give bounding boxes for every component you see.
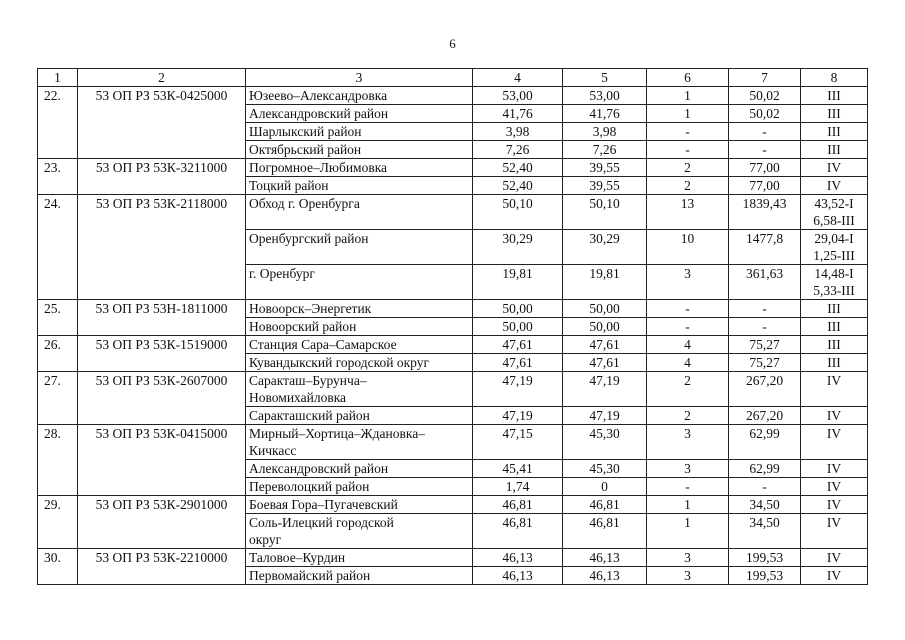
- road-name: Саракташский район: [246, 407, 473, 425]
- road-name: Александровский район: [246, 105, 473, 123]
- length-hard: 46,13: [563, 567, 647, 585]
- road-name: Новоорск–Энергетик: [246, 300, 473, 318]
- road-name: Боевая Гора–Пугачевский: [246, 496, 473, 514]
- bridges-length: 77,00: [729, 159, 801, 177]
- road-code: 53 ОП РЗ 53К-1519000: [78, 336, 246, 372]
- header-cell: 2: [78, 69, 246, 87]
- road-name: Обход г. Оренбурга: [246, 195, 473, 230]
- bridges-length: 62,99: [729, 460, 801, 478]
- length-hard: 47,61: [563, 354, 647, 372]
- length-total: 46,81: [473, 514, 563, 549]
- bridges-count: 1: [647, 87, 729, 105]
- road-name: Тоцкий район: [246, 177, 473, 195]
- bridges-count: -: [647, 141, 729, 159]
- length-hard: 45,30: [563, 425, 647, 460]
- length-total: 7,26: [473, 141, 563, 159]
- length-total: 47,15: [473, 425, 563, 460]
- road-name: г. Оренбург: [246, 265, 473, 300]
- bridges-length: 199,53: [729, 549, 801, 567]
- length-total: 46,13: [473, 549, 563, 567]
- road-category: IV: [801, 177, 868, 195]
- road-code: 53 ОП РЗ 53К-2607000: [78, 372, 246, 425]
- bridges-length: 75,27: [729, 336, 801, 354]
- length-total: 41,76: [473, 105, 563, 123]
- bridges-count: 4: [647, 336, 729, 354]
- length-total: 30,29: [473, 230, 563, 265]
- length-hard: 50,00: [563, 300, 647, 318]
- road-name: Переволоцкий район: [246, 478, 473, 496]
- length-hard: 47,19: [563, 372, 647, 407]
- table-row: [38, 372, 868, 407]
- bridges-count: -: [647, 123, 729, 141]
- road-name: Погромное–Любимовка: [246, 159, 473, 177]
- bridges-count: -: [647, 300, 729, 318]
- length-total: 19,81: [473, 265, 563, 300]
- road-category: III: [801, 354, 868, 372]
- length-total: 1,74: [473, 478, 563, 496]
- bridges-length: 1477,8: [729, 230, 801, 265]
- bridges-length: 267,20: [729, 407, 801, 425]
- road-code: 53 ОП РЗ 53К-2118000: [78, 195, 246, 300]
- road-category: IV: [801, 159, 868, 177]
- road-category: IV: [801, 567, 868, 585]
- bridges-length: 34,50: [729, 496, 801, 514]
- row-number: 24.: [38, 195, 78, 300]
- row-number: 23.: [38, 159, 78, 195]
- bridges-count: 10: [647, 230, 729, 265]
- length-hard: 7,26: [563, 141, 647, 159]
- road-category: III: [801, 123, 868, 141]
- bridges-length: 62,99: [729, 425, 801, 460]
- length-hard: 30,29: [563, 230, 647, 265]
- row-number: 26.: [38, 336, 78, 372]
- row-number: 30.: [38, 549, 78, 585]
- road-code: 53 ОП РЗ 53К-3211000: [78, 159, 246, 195]
- road-category: IV: [801, 372, 868, 407]
- road-code: 53 ОП РЗ 53К-2901000: [78, 496, 246, 549]
- table-row: [38, 87, 868, 105]
- road-category: 29,04-I 1,25-III: [801, 230, 868, 265]
- table-row: [38, 159, 868, 177]
- length-total: 45,41: [473, 460, 563, 478]
- length-total: 47,19: [473, 407, 563, 425]
- table-row: [38, 549, 868, 567]
- bridges-length: 75,27: [729, 354, 801, 372]
- row-number: 27.: [38, 372, 78, 425]
- row-number: 28.: [38, 425, 78, 496]
- bridges-count: 3: [647, 265, 729, 300]
- length-hard: 46,81: [563, 496, 647, 514]
- row-number: 25.: [38, 300, 78, 336]
- header-cell: 5: [563, 69, 647, 87]
- table-row: [38, 300, 868, 318]
- road-code: 53 ОП РЗ 53Н-1811000: [78, 300, 246, 336]
- bridges-count: 3: [647, 425, 729, 460]
- road-name: Соль-Илецкий городской округ: [246, 514, 473, 549]
- bridges-length: 77,00: [729, 177, 801, 195]
- bridges-count: 1: [647, 496, 729, 514]
- road-name: Новоорский район: [246, 318, 473, 336]
- length-hard: 39,55: [563, 159, 647, 177]
- bridges-length: -: [729, 318, 801, 336]
- roads-table: [37, 68, 868, 585]
- road-category: IV: [801, 425, 868, 460]
- road-name: Мирный–Хортица–Ждановка– Кичкасс: [246, 425, 473, 460]
- row-number: 29.: [38, 496, 78, 549]
- bridges-length: 34,50: [729, 514, 801, 549]
- length-total: 50,00: [473, 318, 563, 336]
- road-name: Станция Сара–Самарское: [246, 336, 473, 354]
- road-category: IV: [801, 460, 868, 478]
- length-total: 47,19: [473, 372, 563, 407]
- bridges-count: -: [647, 318, 729, 336]
- table-row: [38, 496, 868, 514]
- length-total: 46,13: [473, 567, 563, 585]
- road-name: Таловое–Курдин: [246, 549, 473, 567]
- bridges-count: 2: [647, 372, 729, 407]
- road-code: 53 ОП РЗ 53К-0425000: [78, 87, 246, 159]
- road-category: IV: [801, 478, 868, 496]
- header-cell: 6: [647, 69, 729, 87]
- bridges-count: 1: [647, 514, 729, 549]
- bridges-count: 4: [647, 354, 729, 372]
- length-hard: 3,98: [563, 123, 647, 141]
- length-total: 46,81: [473, 496, 563, 514]
- bridges-length: 1839,43: [729, 195, 801, 230]
- bridges-count: 2: [647, 159, 729, 177]
- length-hard: 0: [563, 478, 647, 496]
- road-name: Шарлыкский район: [246, 123, 473, 141]
- road-category: III: [801, 105, 868, 123]
- length-hard: 50,00: [563, 318, 647, 336]
- bridges-length: -: [729, 478, 801, 496]
- page-number: 6: [449, 36, 456, 51]
- road-code: 53 ОП РЗ 53К-2210000: [78, 549, 246, 585]
- bridges-count: 1: [647, 105, 729, 123]
- bridges-count: 3: [647, 567, 729, 585]
- bridges-length: 267,20: [729, 372, 801, 407]
- length-hard: 47,61: [563, 336, 647, 354]
- row-number: 22.: [38, 87, 78, 159]
- road-name: Октябрьский район: [246, 141, 473, 159]
- bridges-count: 2: [647, 407, 729, 425]
- road-category: III: [801, 318, 868, 336]
- table-row: [38, 425, 868, 460]
- length-hard: 46,81: [563, 514, 647, 549]
- length-total: 47,61: [473, 336, 563, 354]
- road-code: 53 ОП РЗ 53К-0415000: [78, 425, 246, 496]
- road-name: Саракташ–Бурунча– Новомихайловка: [246, 372, 473, 407]
- road-category: III: [801, 141, 868, 159]
- length-hard: 45,30: [563, 460, 647, 478]
- road-category: III: [801, 87, 868, 105]
- bridges-length: -: [729, 123, 801, 141]
- road-name: Александровский район: [246, 460, 473, 478]
- length-hard: 47,19: [563, 407, 647, 425]
- length-hard: 41,76: [563, 105, 647, 123]
- length-total: 50,10: [473, 195, 563, 230]
- bridges-length: 199,53: [729, 567, 801, 585]
- road-category: IV: [801, 549, 868, 567]
- bridges-count: -: [647, 478, 729, 496]
- road-category: III: [801, 336, 868, 354]
- bridges-count: 3: [647, 460, 729, 478]
- road-name: Оренбургский район: [246, 230, 473, 265]
- bridges-count: 3: [647, 549, 729, 567]
- bridges-count: 13: [647, 195, 729, 230]
- header-row: [38, 69, 868, 87]
- bridges-length: 50,02: [729, 87, 801, 105]
- length-total: 3,98: [473, 123, 563, 141]
- road-name: Кувандыкский городской округ: [246, 354, 473, 372]
- road-category: 14,48-I 5,33-III: [801, 265, 868, 300]
- bridges-count: 2: [647, 177, 729, 195]
- length-total: 47,61: [473, 354, 563, 372]
- road-name: Первомайский район: [246, 567, 473, 585]
- road-category: IV: [801, 407, 868, 425]
- length-hard: 53,00: [563, 87, 647, 105]
- length-total: 52,40: [473, 159, 563, 177]
- length-hard: 39,55: [563, 177, 647, 195]
- bridges-length: 50,02: [729, 105, 801, 123]
- road-category: III: [801, 300, 868, 318]
- header-cell: 7: [729, 69, 801, 87]
- table-row: [38, 195, 868, 230]
- bridges-length: -: [729, 141, 801, 159]
- bridges-length: 361,63: [729, 265, 801, 300]
- length-total: 53,00: [473, 87, 563, 105]
- length-total: 52,40: [473, 177, 563, 195]
- header-cell: 8: [801, 69, 868, 87]
- road-category: 43,52-I 6,58-III: [801, 195, 868, 230]
- table-row: [38, 336, 868, 354]
- header-cell: 3: [246, 69, 473, 87]
- header-cell: 1: [38, 69, 78, 87]
- road-category: IV: [801, 496, 868, 514]
- length-hard: 19,81: [563, 265, 647, 300]
- bridges-length: -: [729, 300, 801, 318]
- length-hard: 50,10: [563, 195, 647, 230]
- road-name: Юзеево–Александровка: [246, 87, 473, 105]
- header-cell: 4: [473, 69, 563, 87]
- road-category: IV: [801, 514, 868, 549]
- length-hard: 46,13: [563, 549, 647, 567]
- length-total: 50,00: [473, 300, 563, 318]
